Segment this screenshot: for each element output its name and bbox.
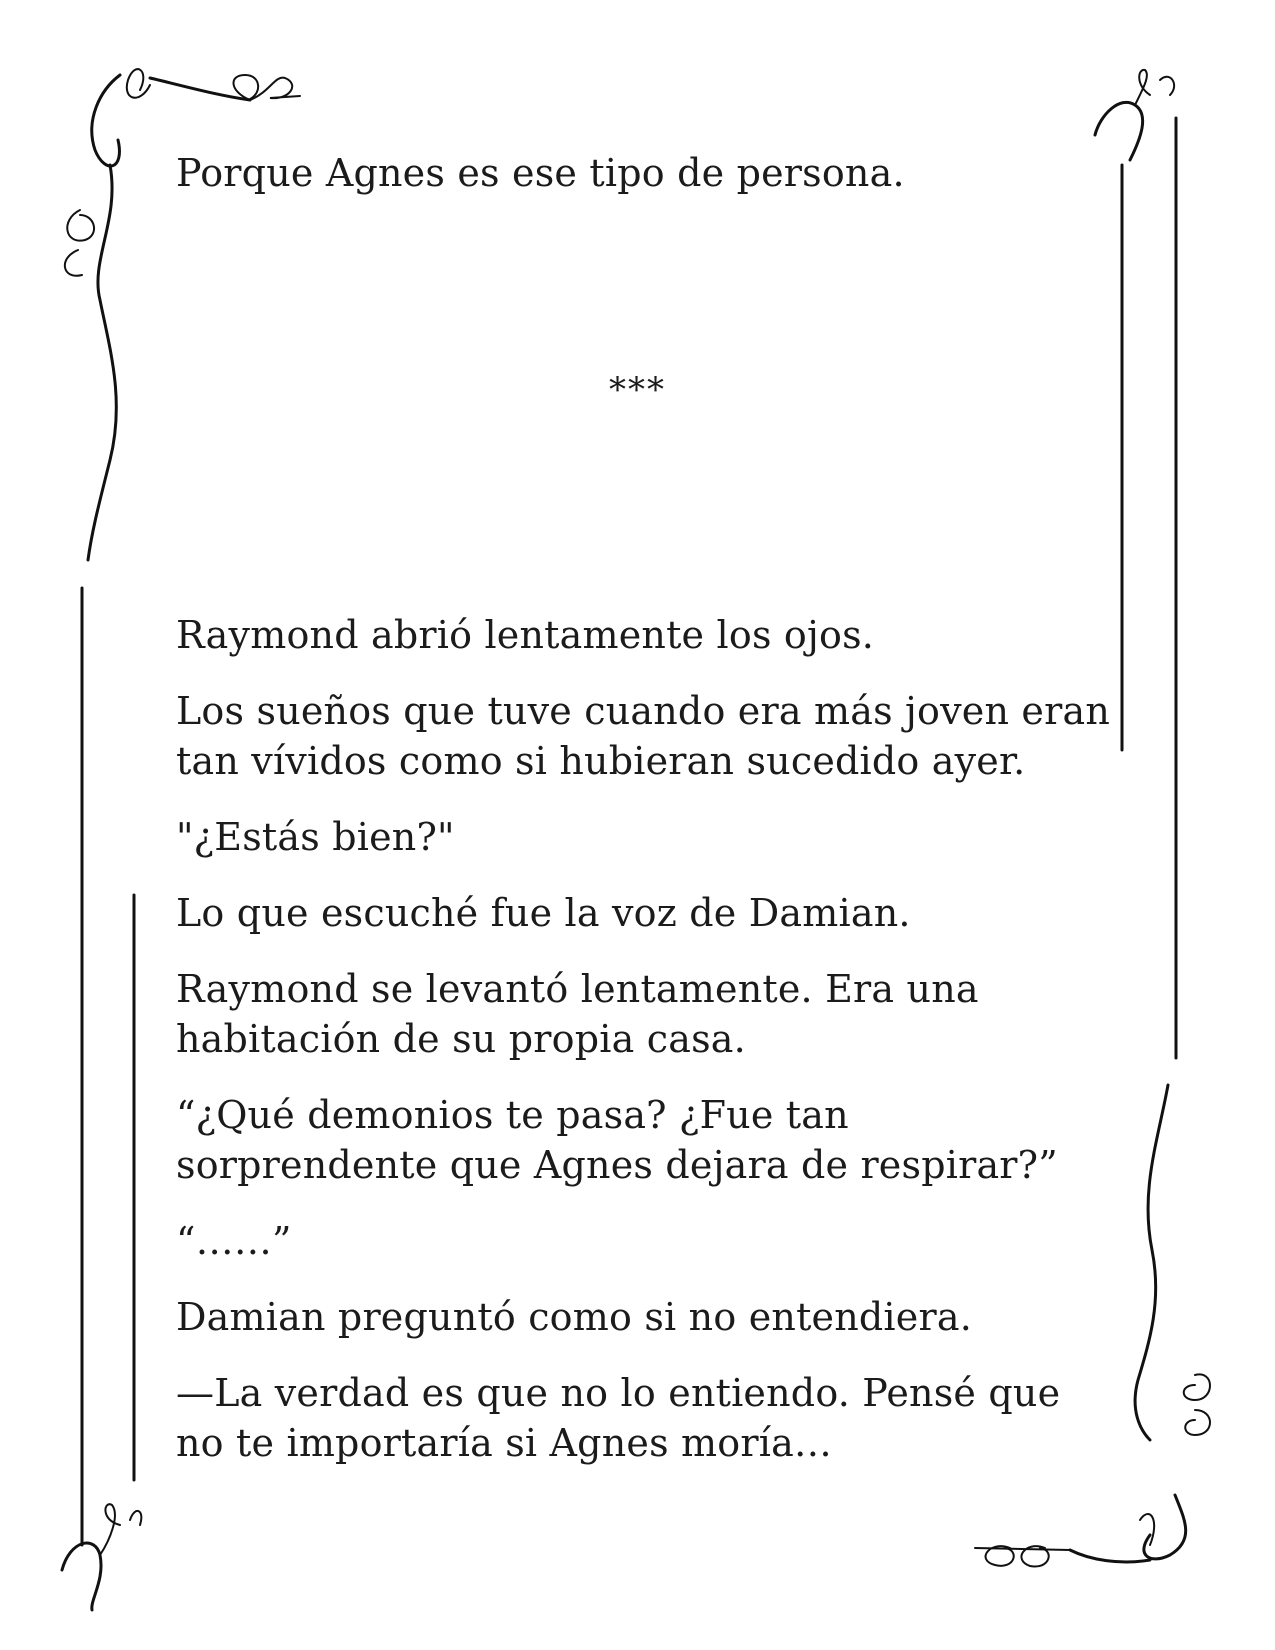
paragraph: Lo que escuché fue la voz de Damian. <box>176 891 911 935</box>
paragraph: “……” <box>176 1219 292 1263</box>
paragraph: Damian preguntó como si no entendiera. <box>176 1295 972 1339</box>
section-separator: *** <box>609 370 666 410</box>
paragraph: Los sueños que tuve cuando era más joven eran tan vívidos como si hubieran sucedido ayer. <box>176 689 1111 783</box>
body-text <box>176 610 1111 1494</box>
flourish-top-left <box>65 69 300 560</box>
flourish-bottom-left <box>62 1504 141 1610</box>
paragraph: Raymond se levantó lentamente. Era una habitación de su propia casa. <box>176 967 979 1061</box>
opening-line: Porque Agnes es ese tipo de persona. <box>176 151 905 195</box>
flourish-top-right <box>1095 70 1174 160</box>
paragraph: "¿Estás bien?" <box>176 815 455 859</box>
paragraph: —La verdad es que no lo entiendo. Pensé que no te importaría si Agnes moría… <box>176 1371 1061 1465</box>
paragraph: Raymond abrió lentamente los ojos. <box>176 613 875 657</box>
paragraph: “¿Qué demonios te pasa? ¿Fue tan sorprendente que Agnes dejara de respirar?” <box>176 1093 1058 1187</box>
